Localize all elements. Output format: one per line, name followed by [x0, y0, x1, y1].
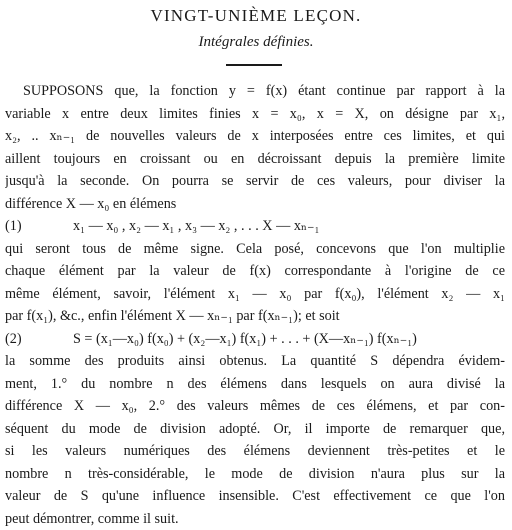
line-text: valeur de S qu'une influence insensible. C'est effectivement ce que l'on: [5, 488, 505, 504]
line-text: jusqu'à la seconde. On pourra se servir de ces valeurs, pour diviser la: [5, 173, 505, 189]
text-line: [5, 440, 505, 463]
line-text: si les valeurs numériques des élémens deviennent très-petites et le: [5, 443, 505, 459]
text-line: [5, 125, 505, 148]
text-line: [5, 193, 505, 216]
line-text: aillent toujours en croissant ou en décroissant depuis la première limite: [5, 150, 505, 167]
line-text: S = (x₁—x₀) f(x₀) + (x₂—x₁) f(x₁) + . . . + (X—xₙ₋₁) f(xₙ₋₁): [73, 330, 417, 347]
text-line: [5, 305, 505, 328]
text-line: [5, 238, 505, 261]
text-line: [5, 463, 505, 486]
line-text: séquent du mode de division adopté. Or, il importe de remarquer que,: [5, 420, 505, 437]
line-text: x₂, .. xₙ₋₁ de nouvelles valeurs de x interposées entre ces limites, et qui: [5, 128, 505, 144]
line-text: chaque élément par la valeur de f(x) correspondante à l'origine de ce: [5, 263, 505, 279]
line-text: SUPPOSONS que, la fonction y = f(x) étant continue par rapport à la: [23, 83, 505, 99]
line-text: par f(x₁), &c., enfin l'élément X — xₙ₋₁ par f(xₙ₋₁); et soit: [5, 308, 340, 324]
text-line: [5, 260, 505, 283]
title-rule: [226, 64, 282, 66]
equation-line: [5, 328, 505, 351]
line-text: peut démontrer, comme il suit.: [5, 510, 179, 527]
line-text: différence X — x₀, 2.° des valeurs mêmes de ces élémens, et par con-: [5, 398, 505, 414]
line-text: même élément, savoir, l'élément x₁ — x₀ par f(x₀), l'élément x₂ — x₁: [5, 285, 505, 302]
text-line: [5, 170, 505, 193]
equation-number: (1): [5, 218, 22, 234]
equation-number: (2): [5, 330, 22, 347]
text-line: [5, 418, 505, 441]
line-text: différence X — x₀ en élémens: [5, 195, 177, 212]
line-text: variable x entre deux limites finies x = x₀, x = X, on désigne par x₁,: [5, 105, 505, 122]
lesson-heading: VINGT-UNIÈME LEÇON.: [150, 6, 362, 25]
text-line: [5, 80, 505, 103]
line-text: x₁ — x₀ , x₂ — x₁ , x₃ — x₂ , . . . X — xₙ₋₁: [73, 218, 320, 234]
text-line: [5, 395, 505, 418]
line-text: qui seront tous de même signe. Cela posé, concevons que l'on multiplie: [5, 240, 505, 257]
text-line: [5, 103, 505, 126]
text-line: [5, 350, 505, 373]
body-paragraph: [5, 80, 505, 530]
text-line: [5, 148, 505, 171]
text-line: [5, 508, 505, 530]
line-text: nombre n très-considérable, le mode de division n'aura plus sur la: [5, 465, 505, 482]
text-line: [5, 373, 505, 396]
equation-line: [5, 215, 505, 238]
text-line: [5, 283, 505, 306]
section-subheading: Intégrales définies.: [198, 34, 314, 50]
line-text: ment, 1.° du nombre n des élémens dans lesquels on aura divisé la: [5, 375, 505, 392]
text-line: [5, 485, 505, 508]
line-text: la somme des produits ainsi obtenus. La quantité S dépendra évidem-: [5, 353, 505, 369]
